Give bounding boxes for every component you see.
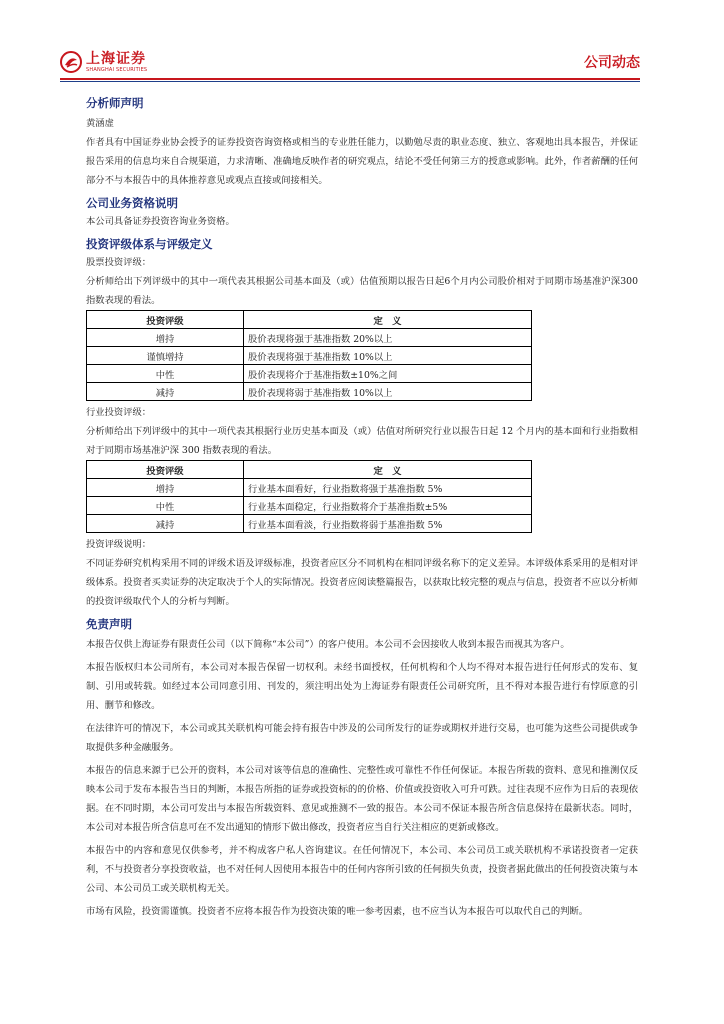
header-divider-blue xyxy=(60,81,640,82)
disclaimer-paragraph: 本报告的信息来源于已公开的资料，本公司对该等信息的准确性、完整性或可靠性不作任何保证。本报告所载的资料、意见和推测仅反映本公司于发布本报告当日的判断，本报告所指的证券或投资标的的价格、价值或投资收入可升可跌。过往表现不应作为日后的表现依据。在不同时期，本公司可发出与本报告所载资料、意见或推测不一致的报告。本公司不保证本报告所含信息保持在最新状态。同时，本公司对本报告所含信息可在不发出通知的情形下做出修改，投资者应当自行关注相应的更新或修改。 xyxy=(86,765,638,833)
table-row xyxy=(87,329,532,347)
analyst-statement: 作者具有中国证券业协会授予的证券投资咨询资格或相当的专业胜任能力，以勤勉尽责的职业态度、独立、客观地出具本报告，并保证报告采用的信息均来自合规渠道，力求清晰、准确地反映作者的研究观点，结论不受任何第三方的授意或影响。此外，作者薪酬的任何部分不与本报告中的具体推荐意见或观点直接或间接相关。 xyxy=(86,137,638,186)
definition-cell: 行业基本面看淡，行业指数将弱于基准指数 5% xyxy=(244,515,532,533)
rating-note-label: 投资评级说明： xyxy=(86,539,152,550)
analyst-heading: 分析师声明 xyxy=(86,96,144,110)
page-header xyxy=(60,48,640,76)
table-header-cell: 定 义 xyxy=(244,311,532,329)
table-row xyxy=(87,479,532,497)
qualification-heading: 公司业务资格说明 xyxy=(86,196,178,210)
industry-rating-table xyxy=(86,460,532,533)
logo-icon xyxy=(60,51,82,73)
disclaimer-paragraph: 在法律许可的情况下，本公司或其关联机构可能会持有报告中涉及的公司所发行的证券或期权并进行交易，也可能为这些公司提供或争取提供多种金融服务。 xyxy=(86,723,638,753)
table-header-row xyxy=(87,311,532,329)
logo-text-en: SHANGHAI SECURITIES xyxy=(86,66,148,73)
definition-cell: 行业基本面稳定，行业指数将介于基准指数±5% xyxy=(244,497,532,515)
rating-cell: 中性 xyxy=(87,365,244,383)
rating-heading: 投资评级体系与评级定义 xyxy=(86,237,213,251)
rating-cell: 增持 xyxy=(87,329,244,347)
header-title: 公司动态 xyxy=(584,55,640,71)
page-content xyxy=(86,94,638,921)
rating-cell: 增持 xyxy=(87,479,244,497)
definition-cell: 股价表现将介于基准指数±10%之间 xyxy=(244,365,532,383)
stock-rating-label: 股票投资评级： xyxy=(86,257,152,268)
company-logo xyxy=(60,48,147,76)
table-header-cell: 投资评级 xyxy=(87,311,244,329)
definition-cell: 股价表现将强于基准指数 20%以上 xyxy=(244,329,532,347)
table-header-cell: 定 义 xyxy=(244,461,532,479)
table-row xyxy=(87,347,532,365)
rating-cell: 中性 xyxy=(87,497,244,515)
rating-cell: 减持 xyxy=(87,515,244,533)
rating-cell: 谨慎增持 xyxy=(87,347,244,365)
disclaimer-paragraph: 本报告版权归本公司所有，本公司对本报告保留一切权利。未经书面授权，任何机构和个人均不得对本报告进行任何形式的发布、复制、引用或转载。如经过本公司同意引用、刊发的，须注明出处为上海证券有限责任公司研究所，且不得对本报告进行有悖原意的引用、删节和修改。 xyxy=(86,662,638,711)
table-header-cell: 投资评级 xyxy=(87,461,244,479)
analyst-name: 黄涵虚 xyxy=(86,118,114,129)
disclaimer-heading: 免责声明 xyxy=(86,617,132,631)
industry-rating-desc: 分析师给出下列评级中的其中一项代表其根据行业历史基本面及（或）估值对所研究行业以报告日起 12 个月内的基本面和行业指数相对于同期市场基准沪深 300 指数表现的看法。 xyxy=(86,426,638,456)
definition-cell: 股价表现将强于基准指数 10%以上 xyxy=(244,347,532,365)
table-row xyxy=(87,515,532,533)
stock-rating-desc: 分析师给出下列评级中的其中一项代表其根据公司基本面及（或）估值预期以报告日起6个月内公司股价相对于同期市场基准沪深300指数表现的看法。 xyxy=(86,276,638,306)
header-divider-red xyxy=(60,78,640,80)
disclaimer-paragraph: 本报告中的内容和意见仅供参考，并不构成客户私人咨询建议。在任何情况下，本公司、本公司员工或关联机构不承诺投资者一定获利，不与投资者分享投资收益，也不对任何人因使用本报告中的任何内容所引致的任何损失负责，投资者据此做出的任何投资决策与本公司、本公司员工或关联机构无关。 xyxy=(86,845,638,894)
rating-cell: 减持 xyxy=(87,383,244,401)
definition-cell: 行业基本面看好，行业指数将强于基准指数 5% xyxy=(244,479,532,497)
rating-note-text: 不同证券研究机构采用不同的评级术语及评级标准，投资者应区分不同机构在相同评级名称下的定义差异。本评级体系采用的是相对评级体系。投资者买卖证券的决定取决于个人的实际情况。投资者应阅读整篇报告，以获取比较完整的观点与信息，投资者不应以分析师的投资评级取代个人的分析与判断。 xyxy=(86,558,638,607)
table-row xyxy=(87,497,532,515)
qualification-text: 本公司具备证券投资咨询业务资格。 xyxy=(86,216,235,227)
logo-text-cn: 上海证券 xyxy=(86,50,146,67)
disclaimer-paragraph: 本报告仅供上海证券有限责任公司（以下简称“本公司”）的客户使用。本公司不会因接收人收到本报告而视其为客户。 xyxy=(86,639,570,650)
disclaimer-paragraph: 市场有风险，投资需谨慎。投资者不应将本报告作为投资决策的唯一参考因素，也不应当认为本报告可以取代自己的判断。 xyxy=(86,906,589,917)
table-header-row xyxy=(87,461,532,479)
industry-rating-label: 行业投资评级： xyxy=(86,407,152,418)
definition-cell: 股价表现将弱于基准指数 10%以上 xyxy=(244,383,532,401)
table-row xyxy=(87,365,532,383)
stock-rating-table xyxy=(86,310,532,401)
table-row xyxy=(87,383,532,401)
